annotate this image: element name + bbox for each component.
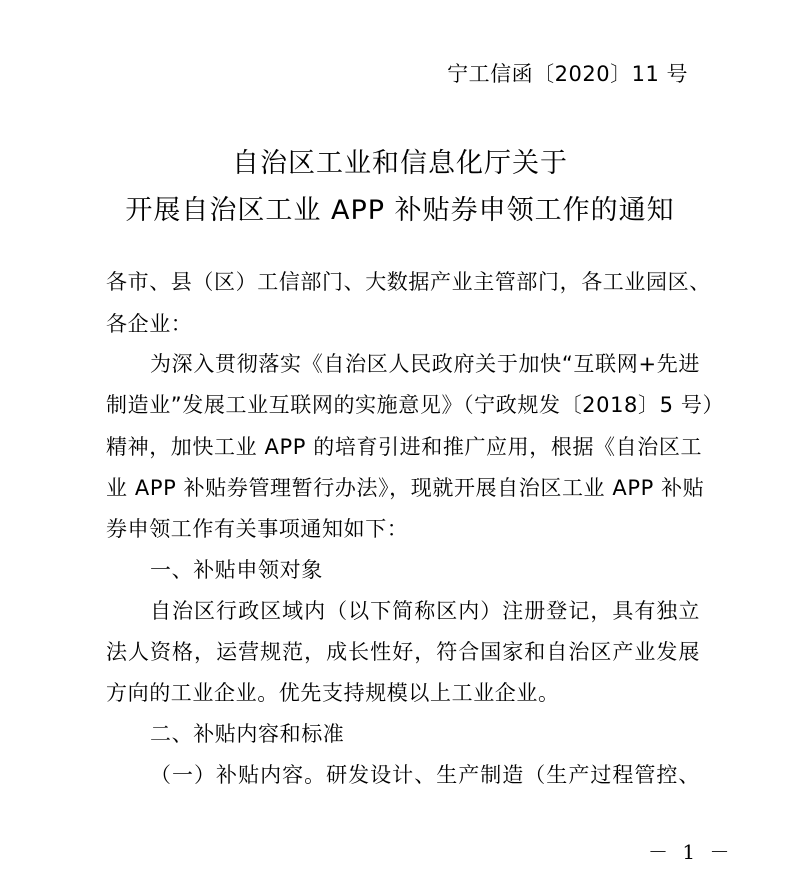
paragraph-3-line-1: （一）补贴内容。研发设计、生产制造（生产过程管控、 bbox=[150, 763, 700, 787]
paragraph-2-line-2: 法人资格，运营规范，成长性好，符合国家和自治区产业发展 bbox=[106, 640, 700, 664]
paragraph-2-line-3: 方向的工业企业。优先支持规模以上工业企业。 bbox=[106, 681, 560, 705]
paragraph-1-line-3: 精神，加快工业 APP 的培育引进和推广应用，根据《自治区工 bbox=[106, 435, 703, 459]
recipient-line-1: 各市、县（区）工信部门、大数据产业主管部门，各工业园区、 bbox=[106, 270, 711, 294]
document-number: 宁工信函〔2020〕11 号 bbox=[447, 62, 688, 86]
title-line-2: 开展自治区工业 APP 补贴券申领工作的通知 bbox=[125, 195, 675, 226]
paragraph-1-line-2: 制造业”发展工业互联网的实施意见》（宁政规发〔2018〕5 号） bbox=[106, 393, 725, 417]
title-line-1: 自治区工业和信息化厅关于 bbox=[232, 148, 568, 179]
paragraph-1-line-1: 为深入贯彻落实《自治区人民政府关于加快“互联网+先进 bbox=[150, 352, 700, 376]
paragraph-1-line-4: 业 APP 补贴券管理暂行办法》，现就开展自治区工业 APP 补贴 bbox=[106, 476, 705, 500]
paragraph-2-line-1: 自治区行政区域内（以下简称区内）注册登记，具有独立 bbox=[150, 599, 700, 623]
recipient-line-2: 各企业： bbox=[106, 312, 193, 336]
paragraph-1-line-5: 券申领工作有关事项通知如下： bbox=[106, 517, 409, 541]
section-heading-1: 一、补贴申领对象 bbox=[150, 558, 323, 582]
section-heading-2: 二、补贴内容和标准 bbox=[150, 722, 345, 746]
page-number: － 1 － bbox=[648, 840, 734, 864]
